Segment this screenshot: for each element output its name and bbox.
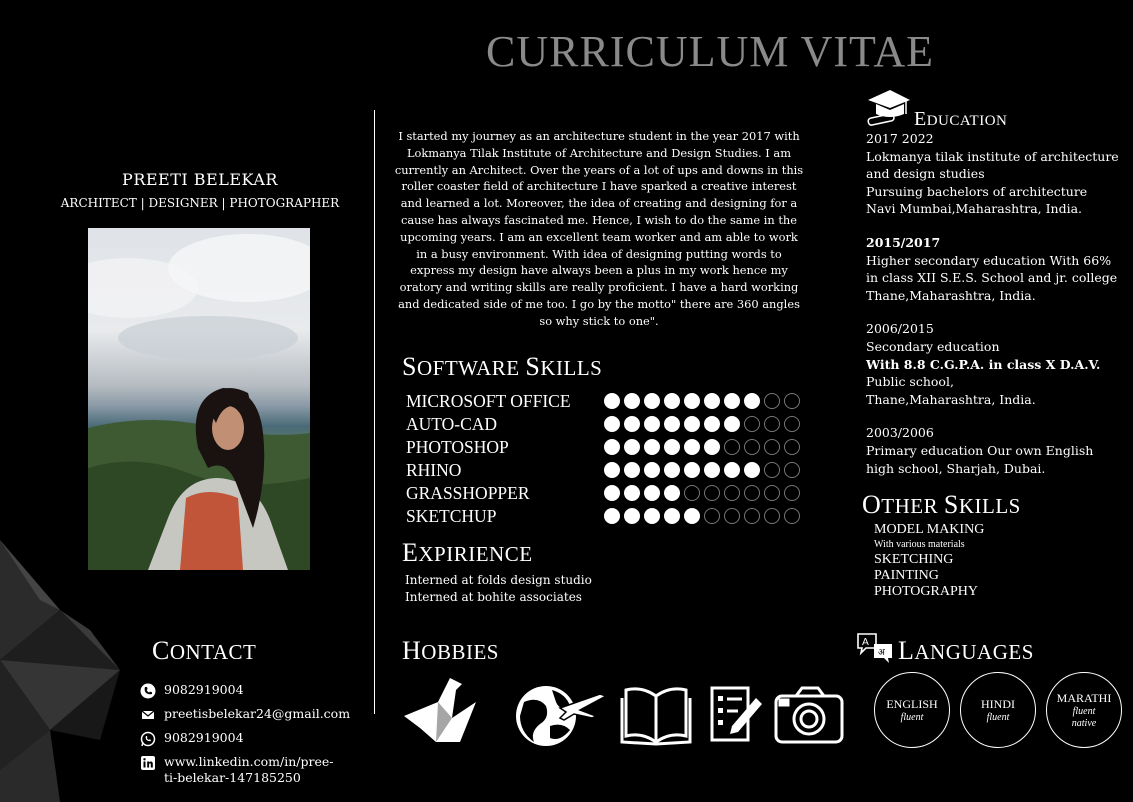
education-line: Lokmanya tilak institute of architecture <box>866 148 1119 164</box>
phone-icon <box>140 683 156 699</box>
rating-dot-filled <box>624 485 640 501</box>
skill-rating-row <box>604 437 800 460</box>
skill-name: GRASSHOPPER <box>406 483 530 503</box>
rating-dot-filled <box>704 416 720 432</box>
rating-dot-empty <box>784 485 800 501</box>
skill-name: RHINO <box>406 460 462 480</box>
skill-rating-row <box>604 483 800 506</box>
language-level: fluent <box>900 711 924 723</box>
rating-dot-empty <box>784 416 800 432</box>
linkedin-icon <box>140 755 156 771</box>
contact-linkedin-row[interactable] <box>140 754 350 790</box>
rating-dot-filled <box>704 439 720 455</box>
language-name: MARATHI <box>1056 690 1112 705</box>
language-badge <box>960 672 1036 748</box>
other-skill-note: With various materials <box>874 539 965 550</box>
rating-dot-filled <box>644 508 660 524</box>
education-line: Thane,Maharashtra, India. <box>866 391 1036 407</box>
language-name: ENGLISH <box>886 696 938 711</box>
language-badge <box>874 672 950 748</box>
rating-dot-filled <box>604 485 620 501</box>
skill-name: MICROSOFT OFFICE <box>406 391 571 411</box>
hobbies-heading: HOBBIES <box>402 636 499 665</box>
graduation-cap-icon <box>866 86 912 126</box>
email-address[interactable]: preetisbelekar24@gmail.com <box>164 706 351 721</box>
education-year: 2006/2015 <box>866 321 934 337</box>
rating-dot-empty <box>764 508 780 524</box>
languages-heading: LANGUAGES <box>898 636 1034 665</box>
rating-dot-filled <box>644 393 660 409</box>
rating-dot-empty <box>784 439 800 455</box>
rating-dot-empty <box>764 462 780 478</box>
education-line: Higher secondary education With 66% <box>866 252 1112 268</box>
rating-dot-empty <box>704 485 720 501</box>
contact-email-row[interactable] <box>140 706 350 730</box>
education-line: With 8.8 C.G.P.A. in class X D.A.V. <box>866 356 1101 372</box>
rating-dot-empty <box>724 508 740 524</box>
svg-text:अ: अ <box>878 648 885 658</box>
language-level: fluent <box>986 711 1010 723</box>
rating-dot-filled <box>624 416 640 432</box>
other-skill: SKETCHING <box>874 552 954 567</box>
software-skills-heading: SOFTWARE SKILLS <box>402 352 603 381</box>
education-line: Navi Mumbai,Maharashtra, India. <box>866 201 1083 217</box>
cv-title: CURRICULUM VITAE <box>486 27 935 76</box>
phone-number[interactable]: 9082919004 <box>164 682 244 697</box>
profile-roles: ARCHITECT | DESIGNER | PHOTOGRAPHER <box>60 196 340 210</box>
skill-rating-row <box>604 391 800 414</box>
rating-dot-empty <box>744 439 760 455</box>
education-line: Pursuing bachelors of architecture <box>866 183 1088 199</box>
rating-dot-empty <box>704 508 720 524</box>
education-list <box>866 130 1128 493</box>
globe-airplane-icon <box>516 686 606 746</box>
rating-dot-filled <box>744 462 760 478</box>
rating-dot-filled <box>624 508 640 524</box>
skill-rating-row <box>604 460 800 483</box>
rating-dot-filled <box>744 393 760 409</box>
education-year: 2017 2022 <box>866 131 934 146</box>
contact-details <box>140 682 350 790</box>
education-heading: EDUCATION <box>914 108 1008 130</box>
portrait-illustration <box>88 228 310 570</box>
rating-dot-filled <box>664 439 680 455</box>
rating-dot-filled <box>604 393 620 409</box>
rating-dot-filled <box>724 462 740 478</box>
decorative-geometric-facets <box>0 540 120 802</box>
rating-dot-empty <box>724 439 740 455</box>
rating-dot-filled <box>664 393 680 409</box>
skill-rating-row <box>604 414 800 437</box>
rating-dot-empty <box>724 485 740 501</box>
hobbies-icons <box>400 672 850 748</box>
experience-item: Interned at folds design studio <box>405 573 592 587</box>
rating-dot-filled <box>664 416 680 432</box>
rating-dot-empty <box>744 508 760 524</box>
other-skill: PAINTING <box>874 568 939 583</box>
education-line: Secondary education <box>866 338 1000 354</box>
skill-name: AUTO-CAD <box>406 414 498 434</box>
rating-dot-empty <box>784 508 800 524</box>
rating-dot-filled <box>604 462 620 478</box>
rating-dot-filled <box>724 416 740 432</box>
education-line: in class XII S.E.S. School and jr. college <box>866 270 1118 286</box>
languages-list <box>874 672 1122 748</box>
software-skill-list <box>406 391 606 529</box>
rating-dot-filled <box>684 416 700 432</box>
whatsapp-number[interactable]: 9082919004 <box>164 730 244 745</box>
education-line: Thane,Maharashtra, India. <box>866 287 1036 303</box>
rating-dot-filled <box>624 393 640 409</box>
rating-dot-filled <box>624 462 640 478</box>
rating-dot-empty <box>784 462 800 478</box>
contact-phone-row[interactable] <box>140 682 350 706</box>
origami-crane-icon <box>404 678 476 742</box>
svg-text:A: A <box>862 637 869 648</box>
rating-dot-filled <box>704 462 720 478</box>
skill-rating-dots <box>604 391 800 529</box>
education-line: high school, Sharjah, Dubai. <box>866 460 1046 476</box>
experience-item: Interned at bohite associates <box>405 590 582 604</box>
rating-dot-filled <box>644 416 660 432</box>
rating-dot-empty <box>764 416 780 432</box>
experience-list <box>405 572 592 606</box>
rating-dot-filled <box>664 485 680 501</box>
rating-dot-empty <box>684 485 700 501</box>
rating-dot-filled <box>684 393 700 409</box>
linkedin-url[interactable]: www.linkedin.com/in/pree- ti-belekar-147185250 <box>164 754 334 785</box>
contact-heading: CONTACT <box>152 636 257 665</box>
rating-dot-filled <box>604 508 620 524</box>
skill-name: PHOTOSHOP <box>406 437 509 457</box>
rating-dot-empty <box>784 393 800 409</box>
camera-icon <box>776 688 842 742</box>
education-entry <box>866 234 1128 304</box>
contact-whatsapp-row[interactable] <box>140 730 350 754</box>
language-name: HINDI <box>981 696 1015 711</box>
rating-dot-filled <box>664 462 680 478</box>
rating-dot-filled <box>604 416 620 432</box>
rating-dot-filled <box>724 393 740 409</box>
education-year: 2015/2017 <box>866 234 941 250</box>
rating-dot-filled <box>644 439 660 455</box>
education-entry <box>866 424 1128 477</box>
education-line: Primary education Our own English <box>866 442 1094 458</box>
skill-rating-row <box>604 506 800 529</box>
education-line: and design studies <box>866 166 985 182</box>
rating-dot-empty <box>764 393 780 409</box>
education-entry <box>866 130 1128 218</box>
rating-dot-empty <box>764 485 780 501</box>
rating-dot-filled <box>644 462 660 478</box>
rating-dot-filled <box>684 439 700 455</box>
education-year: 2003/2006 <box>866 425 934 441</box>
other-skills-heading: OTHER SKILLS <box>862 490 1021 519</box>
rating-dot-filled <box>684 508 700 524</box>
rating-dot-empty <box>764 439 780 455</box>
rating-dot-empty <box>744 416 760 432</box>
whatsapp-icon <box>140 731 156 747</box>
language-badge <box>1046 672 1122 748</box>
education-entry <box>866 320 1128 408</box>
rating-dot-filled <box>664 508 680 524</box>
rating-dot-filled <box>604 439 620 455</box>
bio-paragraph: I started my journey as an architecture student in the year 2017 with Lokmanya Tilak Institute of Architecture and Design Studies. I am currently an Architect. Over the years of a lot of ups and downs in this roller coaster field of architecture I have sparked a creative interest and learned a lot. Moreover, the idea of creating and designing for a cause has always fascinated me. Hence, I wish to do the same in the upcoming years. I am an excellent team worker and am able to work in a busy environment. With idea of designing putting words to express my design have always been a plus in my work hence my oratory and writing skills are really proficient. I have a hard working and dedicated side of me too. I go by the motto" there are 360 angles so why stick to one". <box>394 129 804 328</box>
other-skills-list <box>874 522 1074 600</box>
skill-name: SKETCHUP <box>406 506 497 526</box>
email-icon <box>140 707 156 723</box>
other-skill: PHOTOGRAPHY <box>874 584 978 599</box>
rating-dot-filled <box>644 485 660 501</box>
rating-dot-filled <box>704 393 720 409</box>
rating-dot-empty <box>744 485 760 501</box>
profile-photo <box>88 228 310 570</box>
open-book-icon <box>622 689 690 744</box>
rating-dot-filled <box>684 462 700 478</box>
language-level: fluent <box>1072 705 1096 717</box>
profile-name: PREETI BELEKAR <box>122 170 278 189</box>
translate-icon <box>856 632 896 664</box>
column-divider <box>374 110 375 714</box>
education-line: Public school, <box>866 374 954 390</box>
rating-dot-filled <box>624 439 640 455</box>
writing-icon <box>712 688 762 740</box>
other-skill: MODEL MAKING <box>874 522 985 537</box>
language-level: native <box>1071 717 1097 729</box>
experience-heading: EXPIRIENCE <box>402 538 533 567</box>
